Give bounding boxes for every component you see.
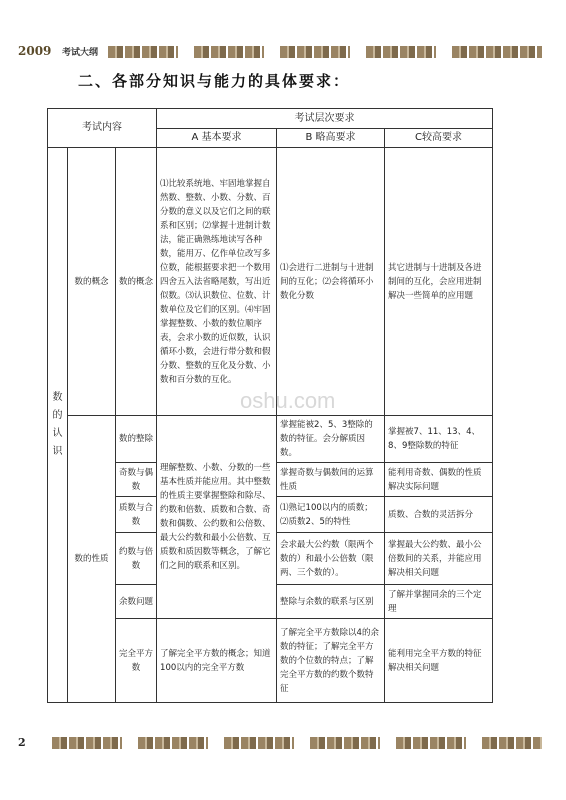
cell-level-b: 整除与余数的联系与区别 bbox=[277, 585, 385, 619]
cell-level-c: 其它进制与十进制及各进制间的互化，会应用进制解决一些简单的应用题 bbox=[385, 148, 493, 416]
puzzle-decoration bbox=[366, 46, 436, 58]
subcategory-perfect-square: 完全平方数 bbox=[116, 619, 157, 703]
subcategory-odd-even: 奇数与偶数 bbox=[116, 463, 157, 497]
puzzle-decoration bbox=[280, 46, 350, 58]
page-header bbox=[18, 44, 558, 58]
cell-level-c: 掌握被7、11、13、4、8、9整除数的特征 bbox=[385, 416, 493, 463]
puzzle-decoration bbox=[452, 46, 542, 58]
header-level-b: B 略高要求 bbox=[277, 129, 385, 148]
page-footer bbox=[18, 736, 558, 750]
cell-level-b: ⑴熟记100以内的质数；⑵质数2、5的特性 bbox=[277, 497, 385, 533]
subcategory-remainder: 余数问题 bbox=[116, 585, 157, 619]
section-title: 二、各部分知识与能力的具体要求： bbox=[78, 72, 351, 90]
category-number-properties: 数的性质 bbox=[68, 416, 116, 703]
cell-level-b: 会求最大公约数（限两个数的）和最小公倍数（限两、三个数的）。 bbox=[277, 533, 385, 585]
watermark: oshu.com bbox=[240, 388, 336, 413]
puzzle-decoration bbox=[138, 737, 208, 749]
cell-level-b: 掌握能被2、5、3整除的数的特征。会分解质因数。 bbox=[277, 416, 385, 463]
header-exam-content: 考试内容 bbox=[48, 109, 157, 148]
subcategory-divisibility: 数的整除 bbox=[116, 416, 157, 463]
subcategory-prime-composite: 质数与合数 bbox=[116, 497, 157, 533]
cell-level-a: ⑴比较系统地、牢固地掌握自然数、整数、小数、分数、百分数的意义以及它们之间的联系和区别；⑵掌握十进制计数法，能正确熟练地读写各种数，能用万、亿作单位改写多位数，能根据要求把一个数用四舍五入法省略尾数，写出近似数。⑶认识数位、位数、计数单位及它们的区别。⑷牢固掌握整数、小数的数位顺序表，会求小数的近似数，认识循环小数，会进行带分数和假分数、整数的互化及分数、小数和百分数的互化。 bbox=[157, 148, 277, 416]
cell-level-c: 了解并掌握同余的三个定理 bbox=[385, 585, 493, 619]
subcategory-number-concept: 数的概念 bbox=[116, 148, 157, 416]
category-number-concept: 数的概念 bbox=[68, 148, 116, 416]
puzzle-decoration bbox=[396, 737, 466, 749]
puzzle-decoration bbox=[194, 46, 264, 58]
page-number: 2 bbox=[18, 736, 26, 749]
header-year: 2009 bbox=[18, 44, 52, 58]
cell-level-c: 能利用奇数、偶数的性质解决实际问题 bbox=[385, 463, 493, 497]
header-level-a: A 基本要求 bbox=[157, 129, 277, 148]
puzzle-decoration bbox=[224, 737, 294, 749]
cell-level-b: 掌握奇数与偶数间的运算性质 bbox=[277, 463, 385, 497]
puzzle-decoration bbox=[482, 737, 542, 749]
cell-level-a: 了解完全平方数的概念；知道100以内的完全平方数 bbox=[157, 619, 277, 703]
header-label: 考试大纲 bbox=[62, 48, 99, 58]
cell-level-c: 质数、合数的灵活拆分 bbox=[385, 497, 493, 533]
puzzle-decoration bbox=[310, 737, 380, 749]
cell-level-a-properties: 理解整数、小数、分数的一些基本性质并能应用。其中整数的性质主要掌握整除和除尽、约数和倍数、质数和合数、奇数和偶数、公约数和公倍数、最大公约数和最小公倍数、互质数和质因数等概念，了解它们之间的联系和区别。 bbox=[157, 416, 277, 619]
puzzle-decoration bbox=[52, 737, 122, 749]
cell-level-b: ⑴会进行二进制与十进制间的互化；⑵会将循环小数化分数 bbox=[277, 148, 385, 416]
cell-level-b: 了解完全平方数除以4的余数的特征；了解完全平方数的个位数的特点；了解完全平方数的约数个数特征 bbox=[277, 619, 385, 703]
cell-level-c: 能利用完全平方数的特征解决相关问题 bbox=[385, 619, 493, 703]
header-level-c: C较高要求 bbox=[385, 129, 493, 148]
group-number-recognition: 数的认识 bbox=[48, 148, 68, 703]
cell-level-c: 掌握最大公约数、最小公倍数间的关系，并能应用解决相关问题 bbox=[385, 533, 493, 585]
header-exam-levels: 考试层次要求 bbox=[157, 109, 493, 129]
puzzle-decoration bbox=[108, 46, 178, 58]
subcategory-factors-multiples: 约数与倍数 bbox=[116, 533, 157, 585]
